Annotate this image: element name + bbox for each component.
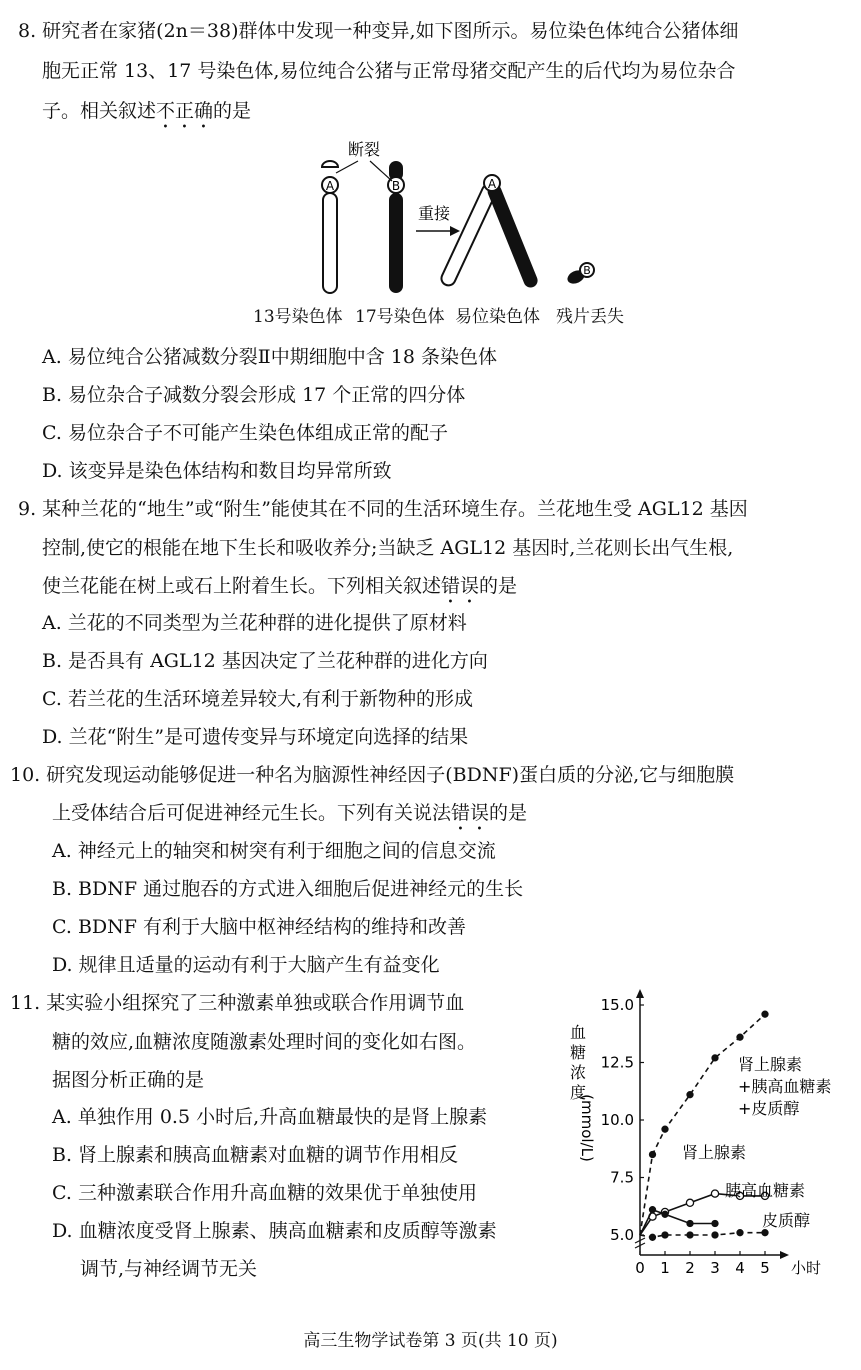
q8-stem-line1: 8. 研究者在家猪(2n＝38)群体中发现一种变异,如下图所示。易位染色体纯合公猪体细	[18, 20, 739, 42]
page-footer: 高三生物学试卷第 3 页(共 10 页)	[303, 1331, 558, 1351]
chart-labels	[682, 1055, 831, 1230]
q9-stem-line2: 控制,使它的根能在地下生长和吸收养分;当缺乏 AGL12 基因时,兰花则长出气生根,	[42, 537, 734, 559]
x-axis-arrow	[780, 1251, 789, 1259]
q11-stem-line2: 糖的效应,血糖浓度随激素处理时间的变化如右图。	[52, 1031, 477, 1053]
caption-fragment-lost: 残片丢失	[556, 307, 624, 327]
data-point	[650, 1152, 656, 1158]
q8-stem-suffix: 的是	[213, 100, 252, 122]
q11-option-b: B. 肾上腺素和胰高血糖素对血糖的调节作用相反	[52, 1144, 459, 1166]
chromosome-translocation-figure	[300, 135, 620, 300]
q10-option-b: B. BDNF 通过胞吞的方式进入细胞后促进神经元的生长	[52, 878, 524, 900]
label-a-13: A	[325, 179, 335, 193]
data-point	[650, 1234, 656, 1240]
svg-text:A: A	[487, 177, 497, 191]
q9-stem-suffix: 的是	[479, 575, 518, 597]
y-axis-arrow	[636, 989, 644, 998]
q11-option-a: A. 单独作用 0.5 小时后,升高血糖最快的是肾上腺素	[52, 1106, 488, 1128]
data-point	[712, 1221, 718, 1227]
data-point	[762, 1230, 768, 1236]
y-axis-label-char: 血	[569, 1023, 587, 1042]
y-tick-label: 5.0	[610, 1226, 634, 1244]
series-label: 皮质醇	[762, 1211, 811, 1230]
q10-stem-line2	[52, 800, 527, 835]
caption-chr17: 17号染色体	[355, 307, 445, 327]
y-tick-label: 10.0	[600, 1111, 634, 1129]
x-tick-label: 5	[760, 1259, 770, 1277]
caption-chr13: 13号染色体	[253, 307, 343, 327]
data-point	[737, 1230, 743, 1236]
q9-option-c: C. 若兰花的生活环境差异较大,有利于新物种的形成	[42, 688, 473, 710]
q10-stem-suffix: 的是	[489, 802, 528, 824]
chromosome-13-tip	[322, 161, 338, 167]
series-line-3	[640, 1233, 765, 1238]
q10-emphasis-word: 错误	[451, 802, 490, 824]
blood-glucose-chart	[560, 980, 855, 1277]
q9-emphasis-word: 错误	[441, 575, 480, 597]
q9-stem-line3	[42, 573, 517, 608]
label-join: 重接	[418, 204, 451, 223]
q10-option-d: D. 规律且适量的运动有利于大脑产生有益变化	[52, 954, 440, 976]
label-b-17: B	[391, 179, 401, 193]
q9-stem-line1: 9. 某种兰花的“地生”或“附生”能使其在不同的生活环境生存。兰花地生受 AGL12 基因	[18, 498, 748, 520]
caption-translocation: 易位染色体	[455, 307, 540, 327]
q8-option-a: A. 易位纯合公猪减数分裂Ⅱ中期细胞中含 18 条染色体	[42, 346, 497, 368]
data-point	[712, 1232, 718, 1238]
series-line-2	[640, 1210, 715, 1235]
x-tick-label: 0	[635, 1259, 645, 1277]
q8-stem-text: 子。相关叙述	[42, 100, 157, 122]
y-tick-label: 15.0	[600, 996, 634, 1014]
data-point	[762, 1011, 768, 1017]
series-label: +胰高血糖素	[738, 1077, 832, 1096]
x-tick-label: 1	[660, 1259, 670, 1277]
x-tick-label: 2	[685, 1259, 695, 1277]
label-break: 断裂	[348, 140, 381, 159]
data-point	[662, 1211, 668, 1217]
data-point	[687, 1232, 693, 1238]
q10-stem-line1: 10. 研究发现运动能够促进一种名为脑源性神经因子(BDNF)蛋白质的分泌,它与细胞膜	[10, 764, 735, 786]
break-pointer-2	[370, 161, 392, 181]
x-tick-label: 4	[735, 1259, 745, 1277]
q9-option-d: D. 兰花“附生”是可遗传变异与环境定向选择的结果	[42, 726, 469, 748]
y-tick-label: 7.5	[610, 1168, 634, 1187]
q8-option-b: B. 易位杂合子减数分裂会形成 17 个正常的四分体	[42, 384, 466, 406]
series-label: 胰高血糖素	[725, 1181, 806, 1200]
data-point	[712, 1055, 718, 1061]
q11-stem-line1: 11. 某实验小组探究了三种激素单独或联合作用调节血	[10, 992, 465, 1014]
break-pointer-1	[336, 161, 358, 173]
q8-option-d: D. 该变异是染色体结构和数目均异常所致	[42, 460, 392, 482]
y-tick-label: 12.5	[600, 1053, 634, 1072]
join-arrow-head	[450, 226, 460, 236]
series-line-0	[640, 1014, 765, 1235]
q11-stem-line3: 据图分析正确的是	[52, 1069, 205, 1091]
data-point	[662, 1232, 668, 1238]
q10-stem-text: 上受体结合后可促进神经元生长。下列有关说法	[52, 802, 452, 824]
q8-option-c: C. 易位杂合子不可能产生染色体组成正常的配子	[42, 422, 448, 444]
q10-option-c: C. BDNF 有利于大脑中枢神经结构的维持和改善	[52, 916, 466, 938]
q8-stem-line2: 胞无正常 13、17 号染色体,易位纯合公猪与正常母猪交配产生的后代均为易位杂合	[42, 60, 736, 82]
series-label: +皮质醇	[738, 1099, 800, 1118]
y-axis-label-unit: (mmol/L)	[578, 1094, 596, 1162]
chromosome-13	[323, 193, 337, 293]
data-point	[737, 1034, 743, 1040]
y-axis-label-char: 糖	[569, 1043, 587, 1062]
q11-option-d: D. 血糖浓度受肾上腺素、胰高血糖素和皮质醇等激素	[52, 1220, 497, 1242]
q9-stem-text: 使兰花能在树上或石上附着生长。下列相关叙述	[42, 575, 442, 597]
q8-stem-line3	[42, 98, 251, 133]
lost-fragment	[565, 263, 594, 286]
data-point	[687, 1092, 693, 1098]
q8-emphasis-word: 不正确	[156, 100, 214, 122]
chart-axes	[570, 989, 821, 1277]
q11-option-c: C. 三种激素联合作用升高血糖的效果优于单独使用	[52, 1182, 477, 1204]
data-point	[687, 1221, 693, 1227]
x-axis-label: 小时	[791, 1259, 822, 1277]
data-point	[686, 1199, 693, 1206]
data-point	[662, 1126, 668, 1132]
q11-option-d-continued: 调节,与神经调节无关	[80, 1258, 258, 1280]
x-tick-label: 3	[710, 1259, 720, 1277]
series-label: 肾上腺素	[682, 1143, 747, 1162]
chromosome-17	[389, 193, 403, 293]
data-point	[650, 1207, 656, 1213]
q10-option-a: A. 神经元上的轴突和树突有利于细胞之间的信息交流	[52, 840, 496, 862]
y-axis-label-char: 度	[569, 1083, 587, 1102]
data-point	[711, 1190, 718, 1197]
svg-text:B: B	[583, 264, 591, 277]
chart-series	[640, 1011, 769, 1240]
q9-option-b: B. 是否具有 AGL12 基因决定了兰花种群的进化方向	[42, 650, 488, 672]
q9-option-a: A. 兰花的不同类型为兰花种群的进化提供了原材料	[42, 612, 467, 634]
series-label: 肾上腺素	[738, 1055, 803, 1074]
y-axis-label-char: 浓	[569, 1063, 587, 1082]
